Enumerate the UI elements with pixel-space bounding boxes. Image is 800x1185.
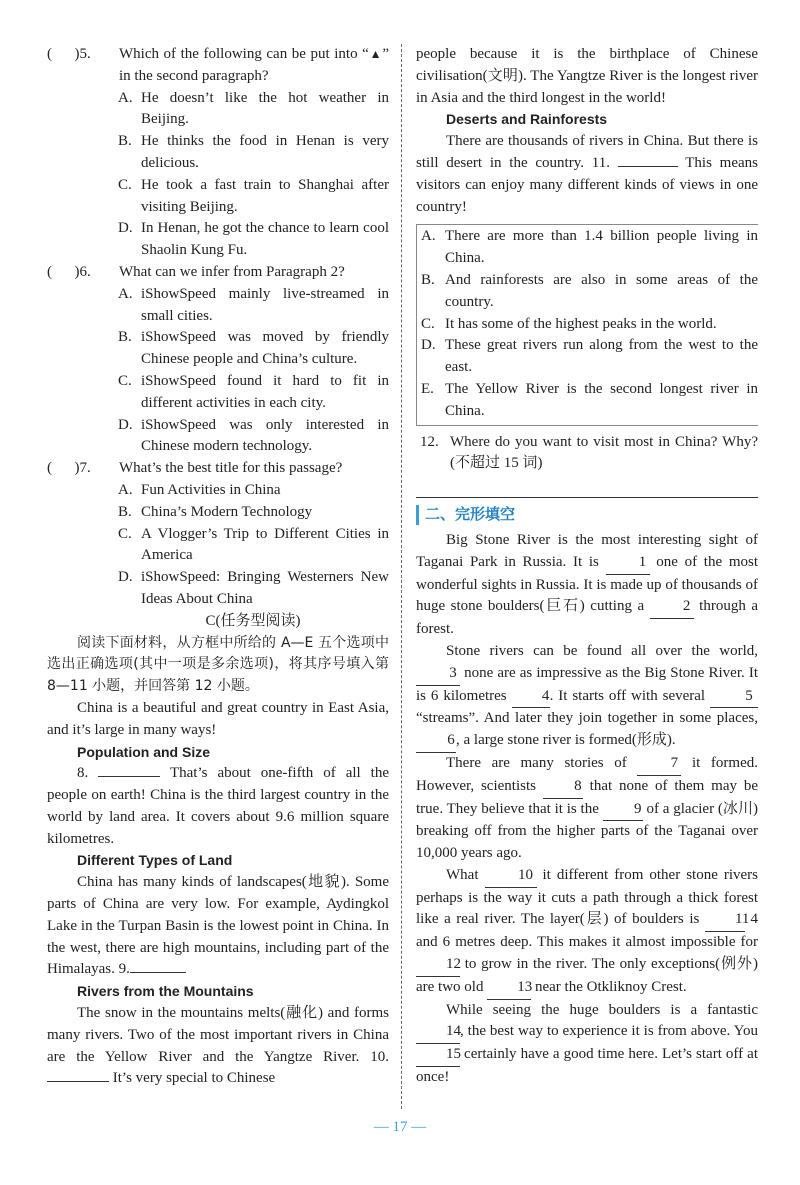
option-text: It has some of the highest peaks in the world. [445, 315, 717, 332]
option-letter: D. [421, 337, 436, 354]
q6-option-a[interactable] [47, 284, 389, 328]
cloze-blank-11[interactable]: 11 [705, 909, 745, 932]
cloze-blank-2[interactable]: 2 [650, 596, 694, 619]
rivers-tail: It’s very special to Chinese [112, 1070, 276, 1087]
question-6 [47, 262, 389, 284]
answer-blank-11[interactable] [618, 166, 678, 167]
cloze-text: , the best way to experience it is from above. [460, 1023, 731, 1040]
answer-blank-8[interactable] [98, 776, 160, 777]
option-letter: D. [118, 416, 133, 433]
blank-number-10: 10. [370, 1048, 389, 1065]
option-text: A Vlogger’s Trip to Different Cities in America [141, 525, 389, 564]
option-letter: E. [421, 380, 434, 397]
intro-paragraph: China is a beautiful and great country in East Asia, and it’s large in many ways! [47, 699, 389, 738]
paragraph-population [47, 763, 389, 850]
cloze-text: it different from other stone rivers perhaps is the way it cuts a path through a thick forest like a real river. The layer(层) of boulders is [416, 866, 759, 928]
option-letter: B. [421, 271, 435, 288]
answer-blank-9[interactable] [130, 972, 186, 973]
option-letter: A. [118, 285, 133, 302]
option-text: iShowSpeed was only interested in Chinese modern technology. [141, 416, 389, 455]
cloze-text: There are many stories of [446, 754, 627, 771]
q7-option-b[interactable] [47, 502, 389, 524]
cloze-text: through a forest. [416, 598, 758, 638]
cloze-paragraph-1 [416, 530, 758, 641]
q12-text: Where do you want to visit most in China? Why? (不超过 15 词) [450, 433, 758, 472]
paragraph-deserts [416, 131, 758, 218]
box-option-e [421, 379, 758, 423]
cloze-text: 4 and 6 metres deep. This makes it almost impossible for [416, 911, 759, 951]
q6-stem: What can we infer from Paragraph 2? [119, 263, 345, 280]
option-text: He took a fast train to Shanghai after visiting Beijing. [141, 176, 389, 215]
option-text: iShowSpeed: Bringing Westerners New Ideas About China [141, 569, 389, 607]
option-text: iShowSpeed mainly live-streamed in small cities. [141, 285, 389, 324]
cloze-paragraph-2 [416, 641, 758, 753]
cloze-text: that none of them may be true. They believe that it is the [416, 777, 758, 817]
paragraph-continued: people because it is the birthplace of Chinese civilisation(文明). The Yangtze River is the longest river in Asia and the third longest in the world! [416, 46, 758, 106]
cloze-text: Stone rivers can be found all over the world, [446, 642, 758, 659]
answer-paren-7[interactable]: ( )7. [47, 460, 91, 477]
cloze-blank-10[interactable]: 10 [485, 865, 537, 888]
option-letter: C. [118, 525, 132, 542]
option-letter: B. [118, 329, 132, 346]
cloze-text: What [446, 866, 479, 883]
box-option-a [421, 226, 758, 270]
blank-number-11: 11. [591, 154, 610, 171]
rivers-text: The snow in the mountains melts(融化) and forms many rivers. Two of the most important rivers in China are the Yellow River and the Yangtze River. [47, 1005, 389, 1065]
blank-number-9: 9. [118, 961, 130, 978]
cloze-text: . It starts off with [549, 687, 658, 704]
cloze-blank-6[interactable]: 6 [416, 730, 456, 753]
task-instruction: 阅读下面材料，从方框中所给的 A—E 五个选项中选出正确选项(其中一项是多余选项)，将其序号填入第 8—11 小题，并回答第 12 小题。 [47, 634, 389, 695]
q6-option-b[interactable] [47, 327, 389, 371]
option-letter: A. [421, 228, 436, 245]
option-text: In Henan, he got the chance to learn cool Shaolin Kung Fu. [141, 220, 389, 259]
cloze-text: , a large stone river is formed(形成). [456, 732, 676, 749]
option-letter: D. [118, 569, 133, 586]
cloze-blank-1[interactable]: 1 [606, 552, 650, 575]
cloze-blank-5[interactable]: 5 [710, 686, 758, 709]
option-letter: C. [118, 372, 132, 389]
blank-number-8: 8. [77, 765, 89, 782]
box-option-c [421, 314, 758, 336]
option-text: Fun Activities in China [141, 481, 281, 498]
box-option-d [421, 335, 758, 379]
q5-stem-b: ” in the second paragraph? [119, 46, 389, 84]
cloze-blank-13[interactable]: 13 [487, 977, 531, 1000]
question-5 [47, 44, 389, 88]
cloze-text: While seeing the huge boulders is a fantastic [446, 1001, 758, 1018]
left-column [47, 44, 389, 1090]
option-letter: A. [118, 481, 133, 498]
population-text: That’s about one-fifth of all the people on earth! China is the third largest country in the world by land area. It covers about 9.6 million square kilometres. [47, 765, 390, 847]
q5-option-d[interactable] [47, 218, 389, 262]
option-text: These great rivers run along from the west to the east. [445, 337, 758, 376]
q7-options [47, 480, 389, 611]
option-text: iShowSpeed was moved by friendly Chinese people and China’s culture. [141, 329, 389, 368]
q7-option-a[interactable] [47, 480, 389, 502]
q6-option-d[interactable] [47, 415, 389, 459]
cloze-passage [416, 530, 758, 1089]
question-12 [416, 432, 758, 476]
answer-paren-5[interactable]: ( )5. [47, 46, 91, 62]
cloze-blank-14[interactable]: 14 [416, 1021, 460, 1044]
paragraph-rivers [47, 1003, 389, 1090]
page-number: — 17 — [373, 1119, 427, 1135]
q5-option-a[interactable] [47, 88, 389, 132]
option-letter: C. [421, 315, 435, 332]
q5-option-b[interactable] [47, 131, 389, 175]
option-text: China’s Modern Technology [141, 503, 313, 520]
answer-paren-6[interactable]: ( )6. [47, 263, 91, 280]
heading-land: Different Types of Land [77, 852, 233, 869]
q5-options [47, 88, 389, 262]
section-bar-icon [416, 505, 419, 525]
option-letter: C. [118, 176, 132, 193]
cloze-blank-12[interactable]: 12 [416, 954, 460, 977]
cloze-text: it formed. However, scientists [416, 754, 759, 794]
deserts-text-b: This means visitors can enjoy many different kinds of views in one country! [416, 154, 759, 215]
q6-options [47, 284, 389, 458]
deserts-text-a: There are thousands of rivers in China. But there is still desert in the country. [416, 133, 758, 171]
cloze-text: none are as impressive as the Big Stone River. It is 6 kilometres [416, 664, 759, 704]
option-letter: D. [118, 220, 133, 237]
triangle-marker-icon: ▲ [368, 47, 383, 61]
cloze-paragraph-4 [416, 865, 758, 1000]
cloze-text: one of the most wonderful sights in Russia. It is made up of thousands of huge stone boulders(巨石) cutting a [416, 553, 759, 615]
cloze-blank-15[interactable]: 15 [416, 1044, 460, 1067]
section-header-title: 二、完形填空 [425, 505, 516, 524]
cloze-blank-3[interactable]: 3 [416, 663, 460, 686]
q7-stem: What’s the best title for this passage? [119, 460, 343, 477]
option-letter: B. [118, 503, 132, 520]
column-divider [401, 44, 402, 1109]
option-text: He doesn’t like the hot weather in Beijing. [141, 89, 389, 128]
land-text: China has many kinds of landscapes(地貌). Some parts of China are very low. For example, Aydingkol Lake in the Turpan Basin is the lowest point in China. In the west, there are high mountains, including part of the Himalayas. [47, 874, 389, 978]
heading-rivers: Rivers from the Mountains [77, 983, 254, 1000]
section-c-title: C(任务型阅读) [205, 612, 301, 629]
option-text: And rainforests are also in some areas of the country. [445, 271, 758, 310]
cloze-blank-4[interactable]: 4 [512, 686, 550, 709]
heading-population: Population and Size [77, 743, 211, 760]
cloze-text: of a glacier (冰川) breaking off from the higher parts of the Taganai over 10,000 years ago. [416, 800, 759, 862]
option-letter: A. [118, 89, 133, 106]
cloze-text: certainly have a good time here. Let’s start off at once! [416, 1046, 758, 1086]
q12-number: 12. [420, 433, 439, 450]
q7-option-c[interactable] [47, 524, 389, 568]
q6-option-c[interactable] [47, 371, 389, 415]
cloze-text: You [733, 1023, 758, 1040]
q7-option-d[interactable] [47, 567, 389, 611]
cloze-text: “streams”. And later they join together in some places, [416, 710, 758, 727]
cloze-blank-8[interactable]: 8 [543, 776, 583, 799]
cloze-paragraph-5 [416, 1000, 758, 1089]
cloze-text: several [662, 687, 711, 704]
cloze-text: near the Otkliknoy Crest. [534, 978, 687, 995]
cloze-blank-7[interactable]: 7 [637, 753, 681, 776]
option-letter: B. [118, 133, 132, 150]
box-option-b [421, 270, 758, 314]
section-header [416, 497, 758, 526]
cloze-text: Big Stone River is the most interesting sight of Taganai Park in Russia. It is [416, 531, 758, 570]
cloze-paragraph-3 [416, 753, 758, 865]
answer-blank-10[interactable] [47, 1081, 109, 1082]
option-text: iShowSpeed found it hard to fit in different activities in each city. [141, 372, 389, 411]
question-7 [47, 458, 389, 480]
q5-option-c[interactable] [47, 175, 389, 219]
cloze-text: to grow in the river. The only exceptions(例外) are two old [416, 956, 758, 995]
option-text: There are more than 1.4 billion people living in China. [445, 228, 758, 267]
option-text: He thinks the food in Henan is very delicious. [141, 133, 389, 171]
heading-deserts: Deserts and Rainforests [446, 111, 608, 128]
right-column [416, 44, 758, 1089]
cloze-blank-9[interactable]: 9 [603, 799, 643, 822]
paragraph-land [47, 872, 389, 981]
option-text: The Yellow River is the second longest river in China. [445, 380, 758, 419]
options-box [416, 224, 758, 425]
q5-stem-a: Which of the following can be put into “ [119, 46, 369, 62]
